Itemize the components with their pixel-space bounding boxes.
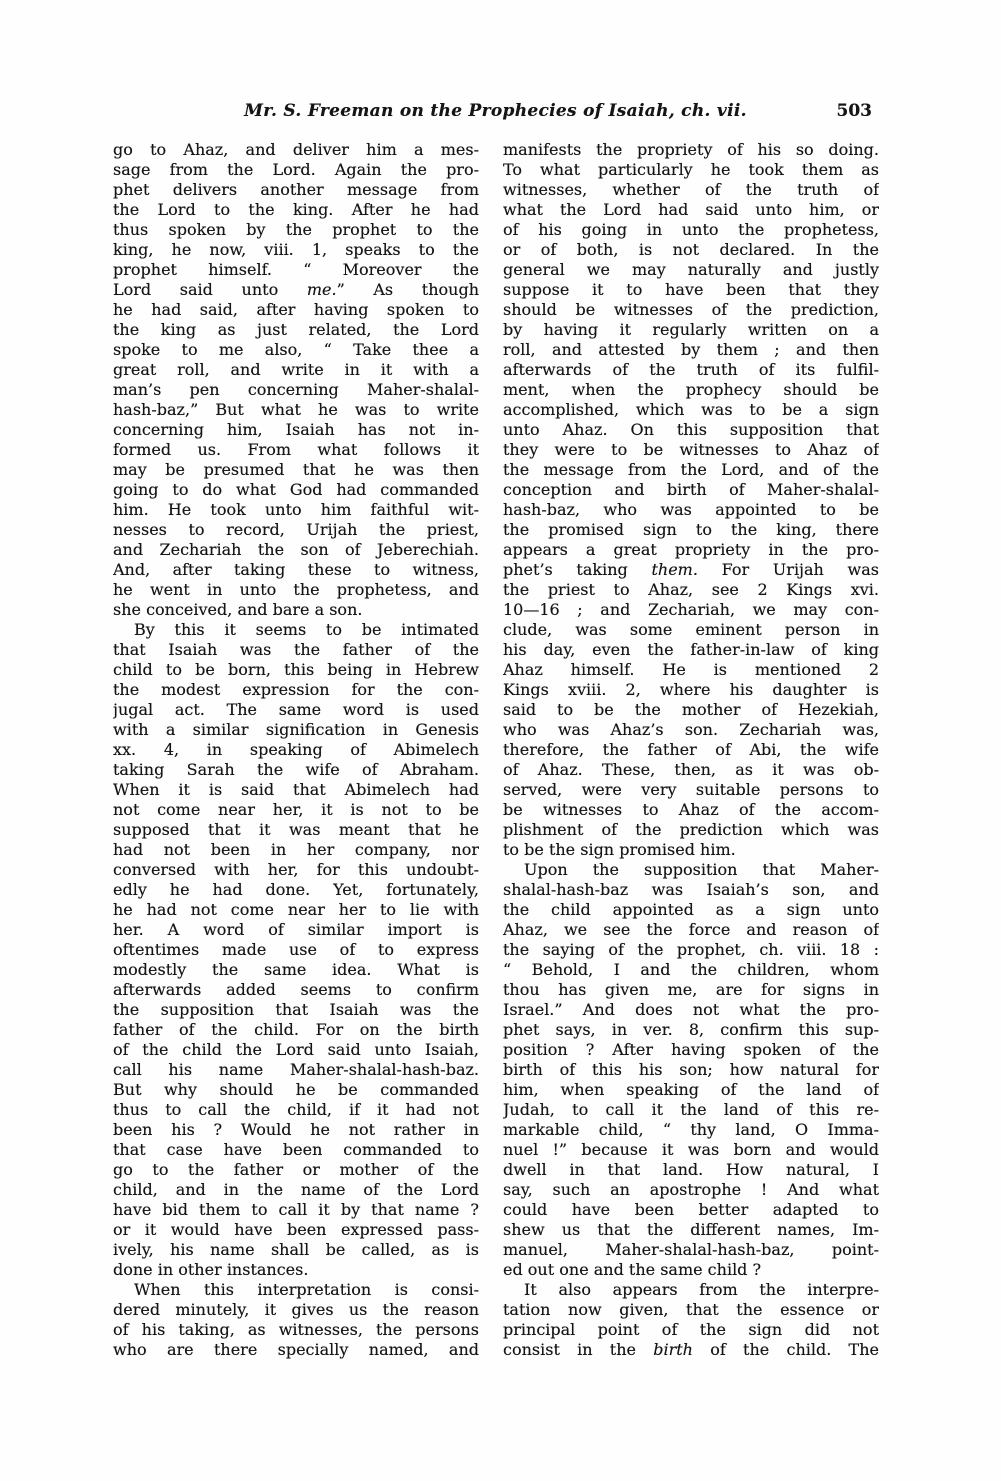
- text-line: of his taking, as witnesses, the persons: [113, 1320, 479, 1339]
- text-line: conversed with her, for this undoubt-: [113, 860, 479, 879]
- text-line: principal point of the sign did not: [503, 1320, 879, 1339]
- text-line: oftentimes made use of to express: [113, 940, 479, 959]
- page-number: 503: [836, 101, 872, 121]
- text-line: who are there specially named, and: [113, 1340, 479, 1359]
- text-line: the modest expression for the con-: [113, 680, 479, 699]
- text-line: accomplished, which was to be a sign: [503, 400, 879, 419]
- text-line: unto Ahaz. On this supposition that: [503, 420, 879, 439]
- text-line: be witnesses to Ahaz of the accom-: [503, 800, 879, 819]
- text-line: Ahaz, we see the force and reason of: [503, 920, 879, 939]
- text-line: what the Lord had said unto him, or: [503, 200, 879, 219]
- text-line: that Isaiah was the father of the: [113, 640, 479, 659]
- text-line: child, and in the name of the Lord: [113, 1180, 479, 1199]
- text-line: man’s pen concerning Maher-shalal-: [113, 380, 479, 399]
- text-line: he went in unto the prophetess, and: [113, 580, 479, 599]
- text-line: modestly the same idea. What is: [113, 960, 479, 979]
- running-header: [113, 101, 878, 125]
- text-line: phet delivers another message from: [113, 180, 479, 199]
- text-line: father of the child. For on the birth: [113, 1020, 479, 1039]
- text-line: shew us that the different names, Im-: [503, 1220, 879, 1239]
- text-line: And, after taking these to witness,: [113, 560, 479, 579]
- text-line: manuel, Maher-shalal-hash-baz, point-: [503, 1240, 879, 1259]
- column-right: [503, 140, 879, 1360]
- text-line: or it would have been expressed pass-: [113, 1220, 479, 1239]
- text-line: of the child the Lord said unto Isaiah,: [113, 1040, 479, 1059]
- text-line: ment, when the prophecy should be: [503, 380, 879, 399]
- text-line: he had said, after having spoken to: [113, 300, 479, 319]
- text-line: of his going in unto the prophetess,: [503, 220, 879, 239]
- text-line: conception and birth of Maher-shalal-: [503, 480, 879, 499]
- text-line: served, were very suitable persons to: [503, 780, 879, 799]
- text-line: phet says, in ver. 8, confirm this sup-: [503, 1020, 879, 1039]
- column-left: [113, 140, 479, 1360]
- text-line: Ahaz himself. He is mentioned 2: [503, 660, 879, 679]
- text-line: birth of this his son; how natural for: [503, 1060, 879, 1079]
- text-line: hash-baz, who was appointed to be: [503, 500, 879, 519]
- text-line: his day, even the father-in-law of king: [503, 640, 879, 659]
- text-line: Lord said unto me.” As though: [113, 280, 479, 299]
- text-line: who was Ahaz’s son. Zechariah was,: [503, 720, 879, 739]
- text-line: afterwards added seems to confirm: [113, 980, 479, 999]
- text-line: dered minutely, it gives us the reason: [113, 1300, 479, 1319]
- text-line: the message from the Lord, and of the: [503, 460, 879, 479]
- text-line: witnesses, whether of the truth of: [503, 180, 879, 199]
- text-line: that case have been commanded to: [113, 1140, 479, 1159]
- text-line: thus to call the child, if it had not: [113, 1100, 479, 1119]
- text-line: Israel.” And does not what the pro-: [503, 1000, 879, 1019]
- text-line: thou has given me, are for signs in: [503, 980, 879, 999]
- text-line: been his ? Would he not rather in: [113, 1120, 479, 1139]
- text-line: concerning him, Isaiah has not in-: [113, 420, 479, 439]
- text-line: markable child, “ thy land, O Imma-: [503, 1120, 879, 1139]
- text-line: not come near her, it is not to be: [113, 800, 479, 819]
- text-line: By this it seems to be intimated: [134, 620, 479, 639]
- text-line: say, such an apostrophe ! And what: [503, 1180, 879, 1199]
- text-line: had not been in her company, nor: [113, 840, 479, 859]
- text-line: tation now given, that the essence or: [503, 1300, 879, 1319]
- text-line: prophet himself. “ Moreover the: [113, 260, 479, 279]
- text-line: the king as just related, the Lord: [113, 320, 479, 339]
- text-line: “ Behold, I and the children, whom: [503, 960, 879, 979]
- text-line: him. He took unto him faithful wit-: [113, 500, 479, 519]
- text-line: the Lord to the king. After he had: [113, 200, 479, 219]
- text-line: suppose it to have been that they: [503, 280, 879, 299]
- text-line: appears a great propriety in the pro-: [503, 540, 879, 559]
- text-line: manifests the propriety of his so doing.: [503, 140, 879, 159]
- text-line: ively, his name shall be called, as is: [113, 1240, 479, 1259]
- text-line: taking Sarah the wife of Abraham.: [113, 760, 479, 779]
- text-line: nuel !” because it was born and would: [503, 1140, 879, 1159]
- text-line: When it is said that Abimelech had: [113, 780, 479, 799]
- text-line: go to the father or mother of the: [113, 1160, 479, 1179]
- text-line: they were to be witnesses to Ahaz of: [503, 440, 879, 459]
- text-line: the child appointed as a sign unto: [503, 900, 879, 919]
- text-line: But why should he be commanded: [113, 1080, 479, 1099]
- header-title: Mr. S. Freeman on the Prophecies of Isaiah, ch. vii.: [244, 101, 747, 121]
- text-line: To what particularly he took them as: [503, 160, 879, 179]
- text-line: Upon the supposition that Maher-: [524, 860, 879, 879]
- text-line: going to do what God had commanded: [113, 480, 479, 499]
- text-line: afterwards of the truth of its fulfil-: [503, 360, 879, 379]
- text-line: by having it regularly written on a: [503, 320, 879, 339]
- text-line: dwell in that land. How natural, I: [503, 1160, 879, 1179]
- text-line: to be the sign promised him.: [503, 840, 736, 859]
- text-line: plishment of the prediction which was: [503, 820, 879, 839]
- text-line: nesses to record, Urijah the priest,: [113, 520, 479, 539]
- text-line: the supposition that Isaiah was the: [113, 1000, 479, 1019]
- text-line: roll, and attested by them ; and then: [503, 340, 879, 359]
- text-line: said to be the mother of Hezekiah,: [503, 700, 879, 719]
- text-line: should be witnesses of the prediction,: [503, 300, 879, 319]
- text-line: the saying of the prophet, ch. viii. 18 :: [503, 940, 879, 959]
- text-line: It also appears from the interpre-: [524, 1280, 879, 1299]
- text-line: general we may naturally and justly: [503, 260, 879, 279]
- text-line: edly he had done. Yet, fortunately,: [113, 880, 479, 899]
- text-line: she conceived, and bare a son.: [113, 600, 363, 619]
- text-line: xx. 4, in speaking of Abimelech: [113, 740, 479, 759]
- text-line: ed out one and the same child ?: [503, 1260, 762, 1279]
- text-line: spoke to me also, “ Take thee a: [113, 340, 479, 359]
- text-line: and Zechariah the son of Jeberechiah.: [113, 540, 479, 559]
- text-line: child to be born, this being in Hebrew: [113, 660, 479, 679]
- text-line: he had not come near her to lie with: [113, 900, 479, 919]
- text-line: sage from the Lord. Again the pro-: [113, 160, 479, 179]
- text-line: Judah, to call it the land of this re-: [503, 1100, 879, 1119]
- text-line: go to Ahaz, and deliver him a mes-: [113, 140, 479, 159]
- text-line: him, when speaking of the land of: [503, 1080, 879, 1099]
- text-line: may be presumed that he was then: [113, 460, 479, 479]
- text-line: therefore, the father of Abi, the wife: [503, 740, 879, 759]
- text-line: thus spoken by the prophet to the: [113, 220, 479, 239]
- text-line: her. A word of similar import is: [113, 920, 479, 939]
- text-line: phet’s taking them. For Urijah was: [503, 560, 879, 579]
- text-line: position ? After having spoken of the: [503, 1040, 879, 1059]
- text-line: 10—16 ; and Zechariah, we may con-: [503, 600, 879, 619]
- text-line: great roll, and write in it with a: [113, 360, 479, 379]
- text-line: done in other instances.: [113, 1260, 309, 1279]
- text-columns: [113, 140, 879, 1360]
- text-line: the promised sign to the king, there: [503, 520, 879, 539]
- text-line: could have been better adapted to: [503, 1200, 879, 1219]
- text-line: the priest to Ahaz, see 2 Kings xvi.: [503, 580, 879, 599]
- text-line: clude, was some eminent person in: [503, 620, 879, 639]
- text-line: supposed that it was meant that he: [113, 820, 479, 839]
- text-line: shalal-hash-baz was Isaiah’s son, and: [503, 880, 879, 899]
- text-line: hash-baz,” But what he was to write: [113, 400, 479, 419]
- text-line: When this interpretation is consi-: [134, 1280, 479, 1299]
- text-line: Kings xviii. 2, where his daughter is: [503, 680, 879, 699]
- text-line: king, he now, viii. 1, speaks to the: [113, 240, 479, 259]
- text-line: jugal act. The same word is used: [113, 700, 479, 719]
- text-line: with a similar signification in Genesis: [113, 720, 479, 739]
- text-line: consist in the birth of the child. The: [503, 1340, 879, 1359]
- text-line: call his name Maher-shalal-hash-baz.: [113, 1060, 479, 1079]
- text-line: have bid them to call it by that name ?: [113, 1200, 479, 1219]
- text-line: of Ahaz. These, then, as it was ob-: [503, 760, 879, 779]
- text-line: or of both, is not declared. In the: [503, 240, 879, 259]
- text-line: formed us. From what follows it: [113, 440, 479, 459]
